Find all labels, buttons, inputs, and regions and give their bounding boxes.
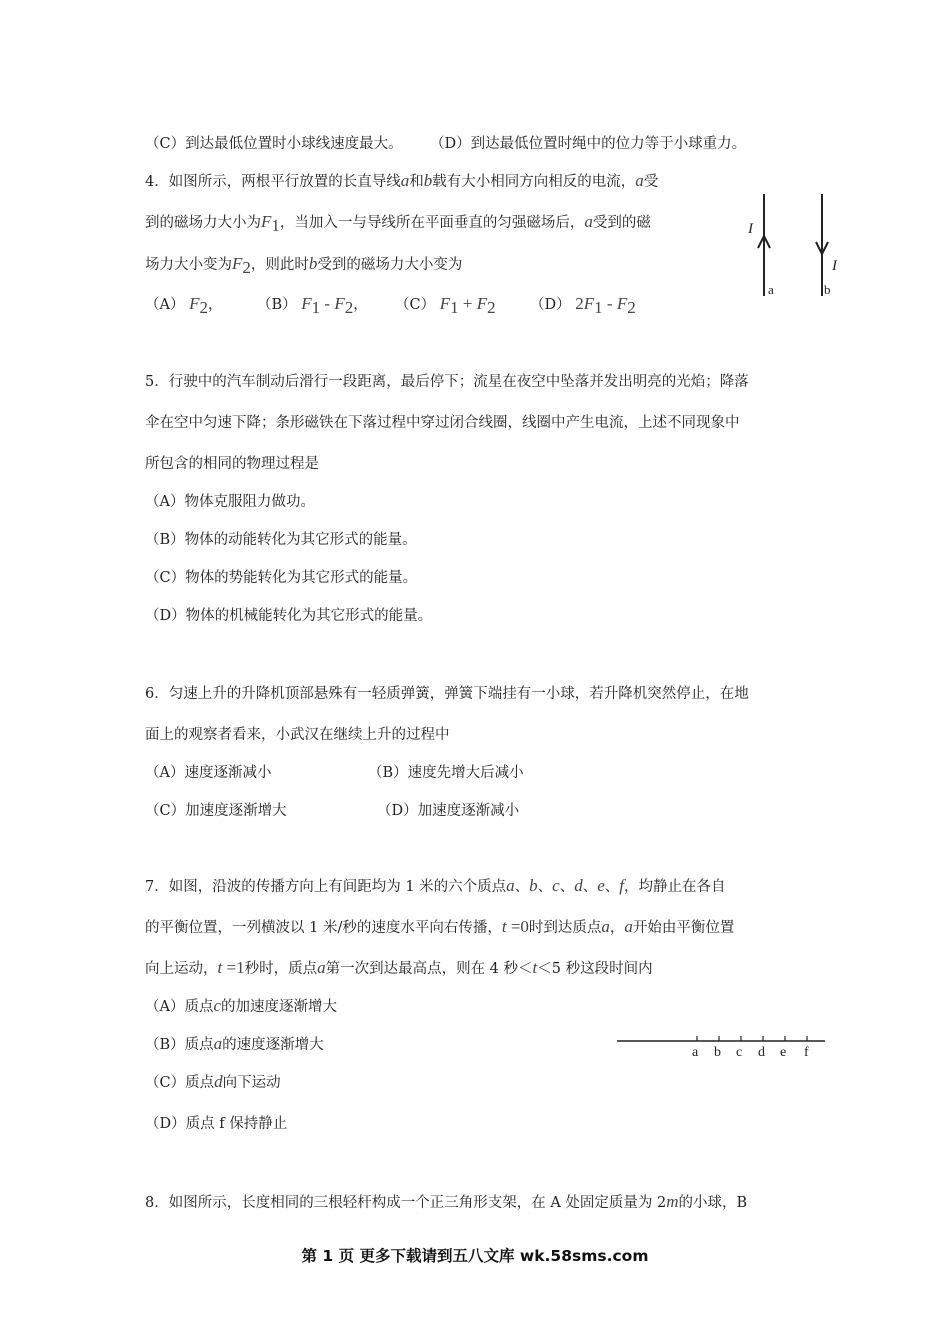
point-f: f [619, 876, 624, 895]
subscript: 2 [242, 257, 251, 277]
label-c: c [736, 1045, 743, 1060]
var-F: F [232, 254, 243, 273]
page-footer: 第 1 页 更多下载请到五八文库 wk.58sms.com [301, 1247, 649, 1265]
subscript: 1 [271, 215, 280, 235]
q6-option-a: （A）速度逐渐减小 [145, 765, 272, 781]
q6-option-c: （C）加速度逐渐增大 [145, 803, 287, 819]
wire-label-a: a [768, 282, 774, 297]
q4-line-1 [145, 171, 658, 192]
q4-text: 和 [409, 174, 424, 190]
q4-text: 载有大小相同方向相反的电流， [432, 174, 636, 190]
q6-option-d: （D）加速度逐渐减小 [377, 803, 520, 819]
q5-option-b: （B）物体的动能转化为其它形式的能量。 [145, 532, 417, 548]
var-a: a [584, 212, 593, 231]
q4-line-3 [145, 254, 462, 278]
q5-line-1: 5．行驶中的汽车制动后滑行一段距离，最后停下；流星在夜空中坠落并发出明亮的光焰；降落 [145, 374, 749, 390]
parallel-wires-figure [740, 186, 850, 302]
var-F: F [261, 212, 272, 231]
q6-option-b: （B）速度先增大后减小 [368, 765, 524, 781]
point-e: e [597, 876, 605, 895]
q4-text: ，则此时 [250, 257, 309, 273]
q3-option-d: （D）到达最低位置时绳中的位力等于小球重力。 [430, 136, 747, 152]
var-m: m [666, 1192, 679, 1211]
q4-option-d: （D） $2F_1 - F_2$ [530, 294, 636, 317]
q7-option-b: （B）质点a的速度逐渐增大 [145, 1034, 324, 1053]
q7-line-2: 的平衡位置，一列横波以 1 米/秒的速度水平向右传播，t =0时到达质点a，a开始由平衡位置 [145, 917, 735, 936]
label-b: b [714, 1045, 721, 1060]
q3-option-c: （C）到达最低位置时小球线速度最大。 [145, 136, 403, 152]
q7-option-a: （A）质点c的加速度逐渐增大 [145, 996, 338, 1015]
q7-option-c: （C）质点d向下运动 [145, 1072, 281, 1091]
q4-text: 4．如图所示，两根平行放置的长直导线 [145, 174, 401, 190]
q4-text: 受 [643, 174, 659, 190]
point-c: c [552, 876, 560, 895]
q4-option-c: （C） $F_1 + F_2$ [395, 294, 496, 317]
q5-option-d: （D）物体的机械能转化为其它形式的能量。 [145, 608, 433, 624]
point-b: b [529, 876, 538, 895]
q8-line-1: 8．如图所示，长度相同的三根轻杆构成一个正三角形支架，在 A 处固定质量为 2m的小球，B [145, 1192, 748, 1211]
current-label-b: I [832, 258, 837, 274]
point-a: a [506, 876, 515, 895]
q5-line-2: 伞在空中匀速下降；条形磁铁在下落过程中穿过闭合线圈，线圈中产生电流，上述不同现象中 [145, 415, 740, 431]
var-b: b [423, 171, 433, 190]
q6-line-2: 面上的观察者看来，小武汉在继续上升的过程中 [145, 727, 450, 743]
label-d: d [758, 1045, 765, 1060]
q4-text: 受到的磁 [592, 215, 651, 231]
q7-line-3: 向上运动，t =1秒时，质点a第一次到达最高点，则在 4 秒＜t＜5 秒这段时间内 [145, 958, 653, 977]
q4-line-2 [145, 212, 651, 236]
q4-text: 场力大小变为 [145, 257, 232, 273]
wire-label-b: b [824, 282, 831, 297]
var-b: b [308, 254, 318, 273]
label-f: f [804, 1045, 809, 1060]
wave-points-figure [615, 1030, 830, 1062]
q4-text: ，当加入一与导线所在平面垂直的匀强磁场后， [279, 215, 585, 231]
label-a: a [692, 1045, 699, 1060]
var-a: a [400, 171, 410, 190]
q5-option-c: （C）物体的势能转化为其它形式的能量。 [145, 570, 418, 586]
point-d: d [574, 876, 583, 895]
q5-line-3: 所包含的相同的物理过程是 [145, 456, 319, 472]
var-a: a [635, 171, 644, 190]
label-e: e [780, 1045, 787, 1060]
q4-option-b: （B） $F_1 - F_2$， [257, 294, 368, 317]
q6-line-1: 6．匀速上升的升降机顶部悬殊有一轻质弹簧，弹簧下端挂有一小球，若升降机突然停止，在地 [145, 686, 749, 702]
q5-option-a: （A）物体克服阻力做功。 [145, 494, 315, 510]
q4-option-a: （A） $F_2$， [145, 294, 223, 317]
current-label-a: I [748, 221, 753, 237]
q7-line-1: 7．如图，沿波的传播方向上有间距均为 1 米的六个质点a、b、c、d、e、f，均静止在各自 [145, 876, 726, 895]
q4-text: 到的磁场力大小为 [145, 215, 261, 231]
q4-text: 受到的磁场力大小变为 [317, 257, 463, 273]
q7-option-d: （D）质点 f 保持静止 [145, 1116, 288, 1132]
